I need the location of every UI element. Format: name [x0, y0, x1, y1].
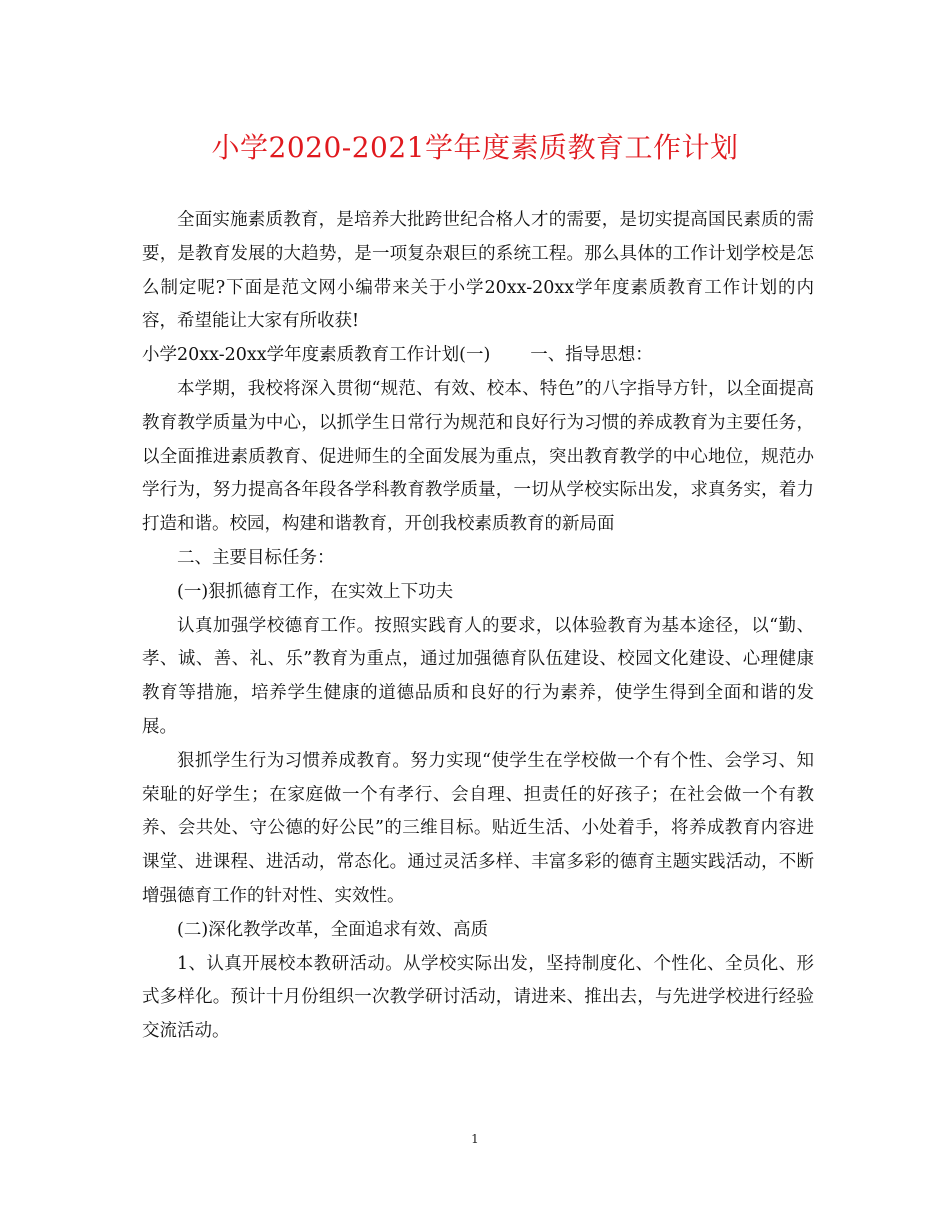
- subheading-teaching: (二)深化教学改革，全面追求有效、高质: [177, 919, 489, 940]
- teaching-paragraph-1: 1、认真开展校本教研活动。从学校实际出发，坚持制度化、个性化、全员化、形式多样化。预计十月份组织一次教学研讨活动，请进来、推出去，与先进学校进行经验交流活动。: [142, 953, 814, 1042]
- page-number: 1: [471, 1132, 479, 1146]
- section-heading-guiding: 一、指导思想：: [530, 345, 653, 366]
- moral-paragraph-2: 狠抓学生行为习惯养成教育。努力实现“使学生在学校做一个有个性、会学习、知荣耻的好学生；在家庭做一个有孝行、会自理、担责任的好孩子；在社会做一个有教养、会共处、守公德的好公民”的三维目标。贴近生活、小处着手，将养成教育内容进课堂、进课程、进活动，常态化。通过灵活多样、丰富多彩的德育主题实践活动，不断增强德育工作的针对性、实效性。: [142, 750, 814, 906]
- section-heading-goals: 二、主要目标任务：: [177, 547, 335, 568]
- intro-paragraph: 全面实施素质教育，是培养大批跨世纪合格人才的需要，是切实提高国民素质的需要，是教育发展的大趋势，是一项复杂艰巨的系统工程。那么具体的工作计划学校是怎么制定呢?下面是范文网小编带来关于小学20xx-20xx学年度素质教育工作计划的内容，希望能让大家有所收获!: [142, 210, 814, 332]
- document-body: [142, 204, 814, 1049]
- subheading-moral: (一)狠抓德育工作，在实效上下功夫: [177, 581, 454, 602]
- section-line: [142, 339, 814, 373]
- guiding-paragraph: 本学期，我校将深入贯彻“规范、有效、校本、特色”的八字指导方针，以全面提高教育教学质量为中心，以抓学生日常行为规范和良好行为习惯的养成教育为主要任务，以全面推进素质教育、促进师生的全面发展为重点，突出教育教学的中心地位，规范办学行为，努力提高各年段各学科教育教学质量，一切从学校实际出发，求真务实，着力打造和谐。校园，构建和谐教育，开创我校素质教育的新局面: [142, 378, 814, 535]
- moral-paragraph-1: 认真加强学校德育工作。按照实践育人的要求，以体验教育为基本途径，以“勤、孝、诚、善、礼、乐”教育为重点，通过加强德育队伍建设、校园文化建设、心理健康教育等措施，培养学生健康的道德品质和良好的行为素养，使学生得到全面和谐的发展。: [142, 615, 814, 737]
- plan-title: 小学20xx-20xx学年度素质教育工作计划(一): [142, 345, 491, 366]
- document-title: 小学2020-2021学年度素质教育工作计划: [211, 131, 739, 164]
